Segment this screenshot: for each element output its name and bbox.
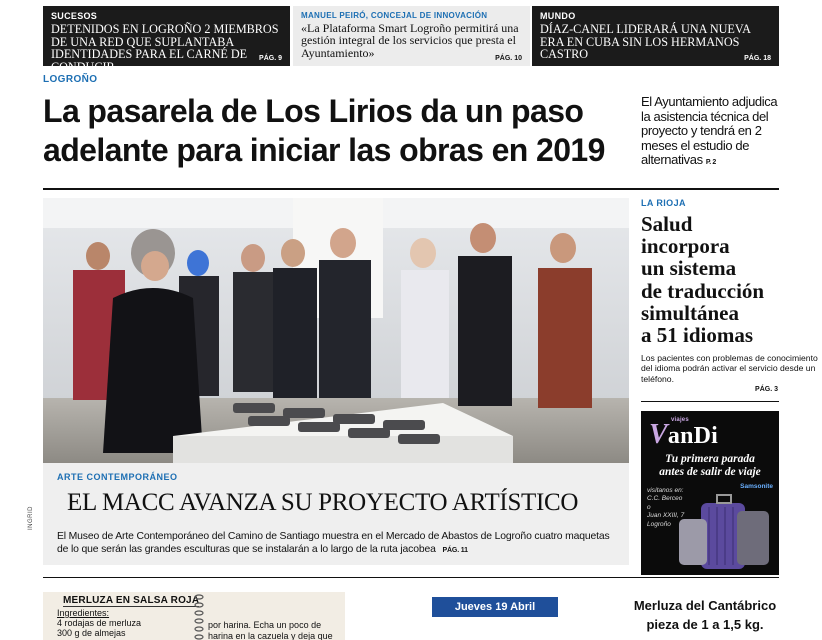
teaser-headline: «La Plataforma Smart Logroño permitirá una gestión integral de los servicios que presta el Ayuntamiento»: [301, 21, 519, 60]
vandi-tagline-2: antes de salir de viaje: [659, 466, 761, 478]
section-kicker-logrono: LOGROÑO: [43, 74, 98, 85]
caption-headline: EL MACC AVANZA SU PROYECTO ARTÍSTICO: [67, 489, 579, 516]
salud-page: PÁG. 3: [755, 386, 778, 393]
salud-line: Salud: [641, 212, 693, 236]
caption-page: PÁG. 11: [442, 547, 468, 554]
vandi-location-line: visítanos en:: [647, 487, 684, 494]
bottom-rule: [43, 577, 779, 578]
vandi-logo-text: anDi: [667, 423, 719, 449]
vandi-location-line: o: [647, 503, 651, 511]
caption-kicker: ARTE CONTEMPORÁNEO: [57, 472, 178, 482]
teaser-page: PÁG. 10: [495, 55, 522, 62]
section-kicker-la-rioja: LA RIOJA: [641, 198, 686, 208]
main-headline[interactable]: [43, 92, 635, 170]
recipe-step-line: por harina. Echa un poco de: [208, 620, 322, 630]
vandi-logo-v: V: [649, 419, 668, 450]
main-deck-page: P. 2: [705, 159, 716, 167]
vandi-tagline-1: Tu primera parada: [665, 453, 755, 465]
salud-line: a 51 idiomas: [641, 323, 754, 348]
teaser-kicker: SUCESOS: [51, 11, 98, 21]
vandi-tagline: [641, 453, 779, 479]
vandi-logo: [649, 419, 718, 451]
side-rule: [641, 401, 779, 402]
recipe-title: MERLUZA EN SALSA ROJA: [63, 595, 200, 606]
samsonite-brand: Samsonite: [740, 483, 773, 490]
teaser-headline: DETENIDOS EN LOGROÑO 2 MIEMBROS DE UNA RED QUE SUPLANTABA IDENTIDADES PARA EL CARNÉ DE CONDUCIR: [51, 22, 279, 74]
macc-caption[interactable]: [43, 463, 629, 565]
headline-rule: [43, 188, 779, 190]
recipe-ingredients: [57, 608, 141, 639]
teaser-peiro[interactable]: [293, 6, 530, 66]
teaser-sucesos[interactable]: [43, 6, 290, 74]
vandi-locations: [647, 487, 684, 529]
merluza-promo-line-1: Merluza del Cantábrico: [633, 598, 777, 613]
teaser-page: PÁG. 9: [259, 55, 282, 62]
date-badge: Jueves 19 Abril: [432, 597, 558, 617]
caption-body: [57, 530, 617, 557]
main-headline-line-1: La pasarela de Los Lirios da un paso: [43, 93, 584, 129]
teaser-mundo[interactable]: [532, 6, 779, 66]
salud-line: incorpora: [641, 234, 730, 259]
merluza-promo[interactable]: [620, 596, 790, 634]
vandi-location-line: Juan XXIII, 7: [647, 512, 685, 520]
ingredient-item: 300 g de almejas: [57, 628, 126, 639]
salud-body: Los pacientes con problemas de conocimiento del idioma podrán activar el servicio desde un teléfono.: [641, 353, 818, 384]
salud-line: de traducción: [641, 278, 765, 303]
salud-headline[interactable]: [641, 213, 821, 346]
recipe-card[interactable]: [43, 592, 345, 640]
merluza-promo-line-2: pieza de 1 a 1,5 kg.: [646, 617, 764, 632]
main-deck-text: El Ayuntamiento adjudica la asistencia técnica del proyecto y tendrá en 2 meses el estudio de alternativas: [641, 94, 778, 168]
caption-body-text: El Museo de Arte Contemporáneo del Camino de Santiago muestra en el Mercado de Abastos de Logroño cuatro maquetas de lo que serán las grandes esculturas que se instalarán a lo largo de la ruta jacobea: [57, 531, 610, 555]
spiral-binding-icon: [193, 592, 205, 640]
teaser-kicker: MANUEL PEIRÓ, CONCEJAL DE INNOVACIÓN: [301, 11, 488, 20]
recipe-steps: [208, 620, 338, 640]
teaser-page: PÁG. 18: [744, 55, 771, 62]
main-headline-line-2: adelante para iniciar las obras en 2019: [43, 132, 605, 168]
photo-credit: INGRID: [28, 506, 34, 530]
recipe-step-line: harina en la cazuela y deja que: [208, 630, 333, 640]
vandi-location-line: C.C. Berceo: [647, 495, 683, 503]
salud-line: un sistema: [641, 256, 737, 281]
salud-line: simultánea: [641, 300, 740, 325]
macc-photo-illustration: [43, 198, 629, 463]
vandi-ad[interactable]: [641, 411, 779, 575]
ingredient-item: 4 rodajas de merluza: [57, 618, 142, 629]
macc-photo[interactable]: [43, 198, 629, 463]
teaser-kicker: MUNDO: [540, 11, 576, 21]
main-deck: [641, 95, 781, 171]
teaser-headline: DÍAZ-CANEL LIDERARÁ UNA NUEVA ERA EN CUBA SIN LOS HERMANOS CASTRO: [540, 22, 751, 61]
ingredients-label: Ingredientes:: [57, 608, 110, 618]
vandi-location-line: Logroño: [647, 520, 671, 528]
vandi-logo-small: viajes: [671, 417, 689, 423]
